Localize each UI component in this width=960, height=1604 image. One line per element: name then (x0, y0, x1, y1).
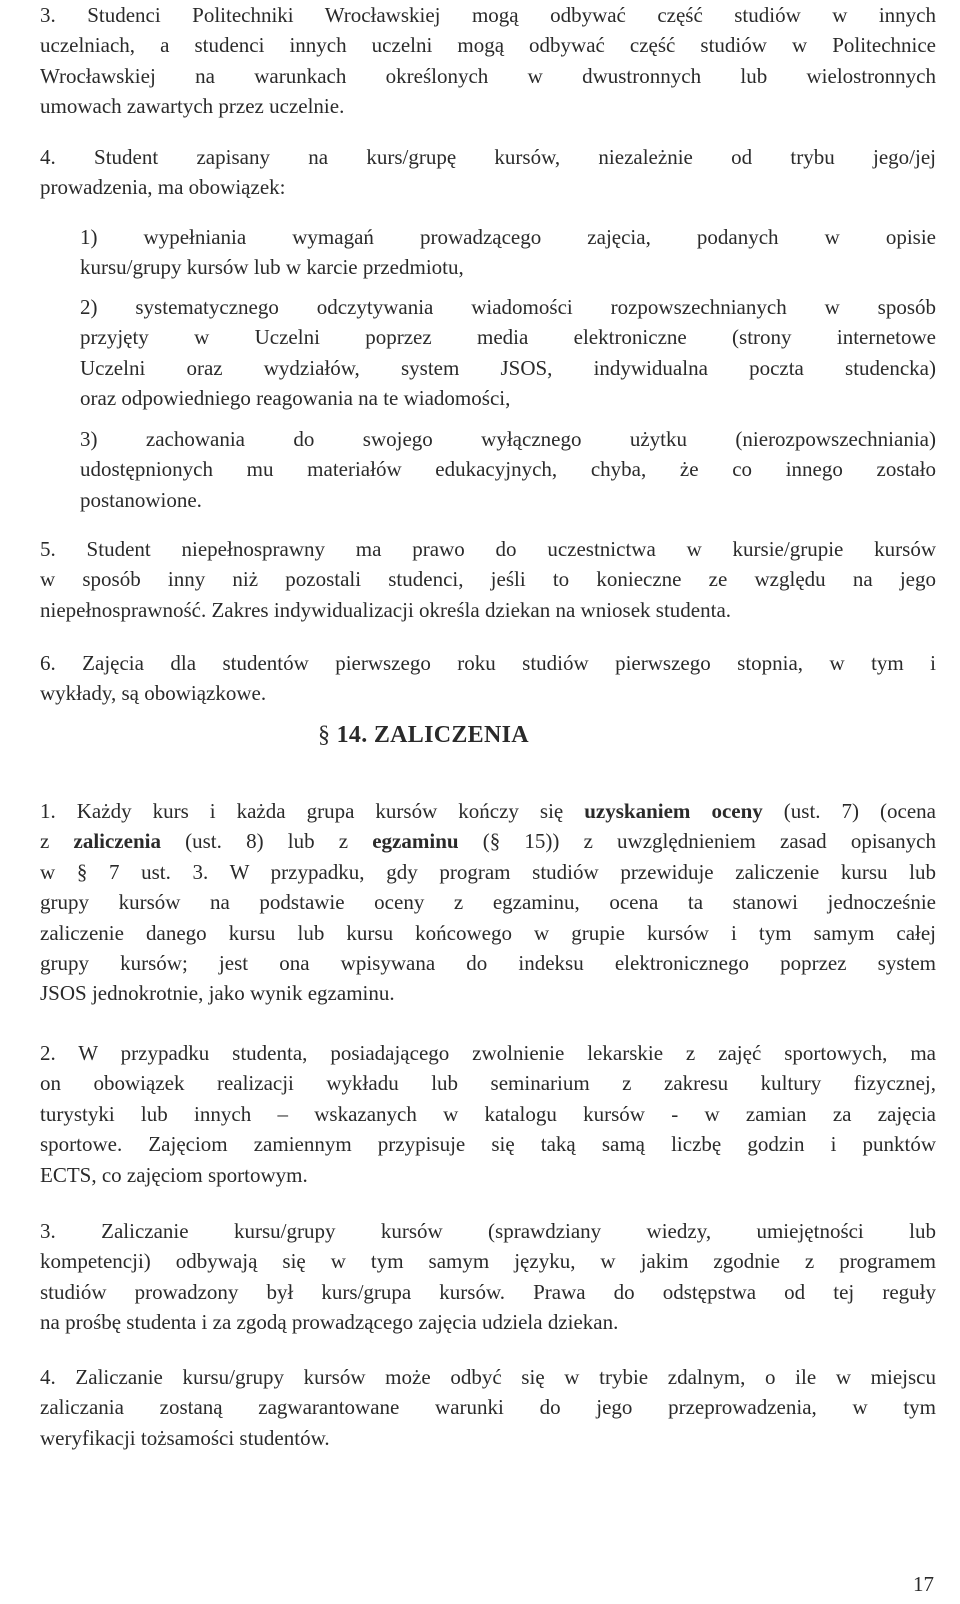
list-item-3 (80, 424, 936, 515)
paragraph-line: sportowe. Zajęciom zamiennym przypisuje się taką samą liczbę godzin i punktów (40, 1132, 936, 1157)
paragraph-line: umowach zawartych przez uczelnie. (40, 94, 345, 119)
list-item-line: kursu/grupy kursów lub w karcie przedmiotu, (80, 255, 464, 280)
paragraph-line (40, 796, 936, 826)
text-run: ( (458, 829, 490, 854)
paragraph-line: 3. Studenci Politechniki Wrocławskiej mogą odbywać część studiów w innych (40, 3, 936, 27)
list-item-line: oraz odpowiedniego reagowania na te wiadomości, (80, 386, 511, 411)
text-run: 7 ust. 3. W przypadku, gdy program studiów przewiduje zaliczenie kursu lub (87, 859, 936, 884)
paragraph-line: grupy kursów; jest ona wpisywana do indeksu elektronicznego poprzez system (40, 951, 936, 976)
paragraph-line: 6. Zajęcia dla studentów pierwszego roku studiów pierwszego stopnia, w tym i (40, 651, 936, 675)
section-sign: § (489, 829, 501, 854)
paragraph-line: 5. Student niepełnosprawny ma prawo do uczestnictwa w kursie/grupie kursów (40, 537, 936, 561)
list-item-line: 3) zachowania do swojego wyłącznego użytku (nierozpowszechniania) (80, 427, 936, 451)
text-run: (ust. 8) lub z (160, 829, 373, 854)
paragraph-line: w sposób inny niż pozostali studenci, jeśli to konieczne ze względu na jego (40, 567, 936, 592)
paragraph-line: 4. Student zapisany na kurs/grupę kursów, niezależnie od trybu jego/jej (40, 145, 936, 169)
paragraph-line: turystyki lub innych – wskazanych w katalogu kursów - w zamian za zajęcia (40, 1101, 936, 1126)
list-item-2 (80, 292, 936, 414)
text-run: 15)) z uwzględnieniem zasad opisanych (500, 829, 936, 854)
paragraph-line: uczelniach, a studenci innych uczelni mogą odbywać część studiów w Politechnice (40, 33, 936, 58)
paragraph-line: zaliczenie danego kursu lub kursu końcowego w grupie kursów i tym samym całej (40, 920, 936, 945)
paragraph-line: Wrocławskiej na warunkach określonych w dwustronnych lub wielostronnych (40, 63, 936, 88)
paragraph-line: on obowiązek realizacji wykładu lub seminarium z zakresu kultury fizycznej, (40, 1071, 936, 1096)
paragraph-line (40, 826, 936, 856)
paragraph-line: 4. Zaliczanie kursu/grupy kursów może odbyć się w trybie zdalnym, o ile w miejscu (40, 1365, 936, 1389)
list-item-line: postanowione. (80, 487, 202, 512)
paragraph-line: weryfikacji tożsamości studentów. (40, 1425, 330, 1450)
section-heading (318, 722, 529, 749)
page-number: 17 (913, 1572, 934, 1596)
zaliczenia-point-3 (40, 1216, 936, 1338)
zaliczenia-point-1 (40, 796, 936, 1009)
paragraph-5 (40, 534, 936, 625)
paragraph-line: ECTS, co zajęciom sportowym. (40, 1162, 308, 1187)
list-item-line: udostępnionych mu materiałów edukacyjnych, chyba, że co innego zostało (80, 457, 936, 482)
bold-term: egzaminu (372, 829, 459, 854)
section-sign: § (318, 722, 331, 748)
zaliczenia-point-2 (40, 1038, 936, 1190)
paragraph-line: studiów prowadzony był kurs/grupa kursów. Prawa do odstępstwa od tej reguły (40, 1279, 936, 1304)
paragraph-line: wykłady, są obowiązkowe. (40, 681, 267, 706)
paragraph-line: 2. W przypadku studenta, posiadającego zwolnienie lekarskie z zajęć sportowych, ma (40, 1041, 936, 1065)
list-item-line: 1) wypełniania wymagań prowadzącego zajęcia, podanych w opisie (80, 225, 936, 249)
paragraph-line: zaliczania zostaną zagwarantowane warunki do jego przeprowadzenia, w tym (40, 1395, 936, 1420)
paragraph-line: 3. Zaliczanie kursu/grupy kursów (sprawdziany wiedzy, umiejętności lub (40, 1219, 936, 1243)
text-run: z (40, 829, 74, 854)
paragraph-line: JSOS jednokrotnie, jako wynik egzaminu. (40, 981, 395, 1006)
text-run: 1. Każdy kurs i każda grupa kursów kończy się (40, 799, 585, 823)
list-item-line: przyjęty w Uczelni poprzez media elektroniczne (strony internetowe (80, 325, 936, 350)
paragraph-line: grupy kursów na podstawie oceny z egzaminu, ocena ta stanowi jednocześnie (40, 890, 936, 915)
bold-term: uzyskaniem oceny (584, 799, 763, 823)
section-sign: § (76, 859, 88, 884)
paragraph-line (40, 857, 936, 887)
paragraph-line: prowadzenia, ma obowiązek: (40, 175, 286, 200)
paragraph-6 (40, 648, 936, 709)
list-item-line: Uczelni oraz wydziałów, system JSOS, indywidualna poczta studencka) (80, 355, 936, 380)
list-item-line: 2) systematycznego odczytywania wiadomości rozpowszechnianych w sposób (80, 295, 936, 319)
zaliczenia-point-4 (40, 1362, 936, 1453)
section-title: 14. ZALICZENIA (336, 722, 529, 748)
list-item-1 (80, 222, 936, 283)
paragraph-4 (40, 142, 936, 203)
paragraph-line: na prośbę studenta i za zgodą prowadzącego zajęcia udziela dziekan. (40, 1310, 619, 1335)
paragraph-3 (40, 0, 936, 122)
text-run: (ust. 7) (ocena (762, 799, 937, 823)
paragraph-line: kompetencji) odbywają się w tym samym języku, w jakim zgodnie z programem (40, 1249, 936, 1274)
bold-term: zaliczenia (73, 829, 161, 854)
text-run: w (40, 859, 77, 884)
paragraph-line: niepełnosprawność. Zakres indywidualizacji określa dziekan na wniosek studenta. (40, 597, 732, 622)
